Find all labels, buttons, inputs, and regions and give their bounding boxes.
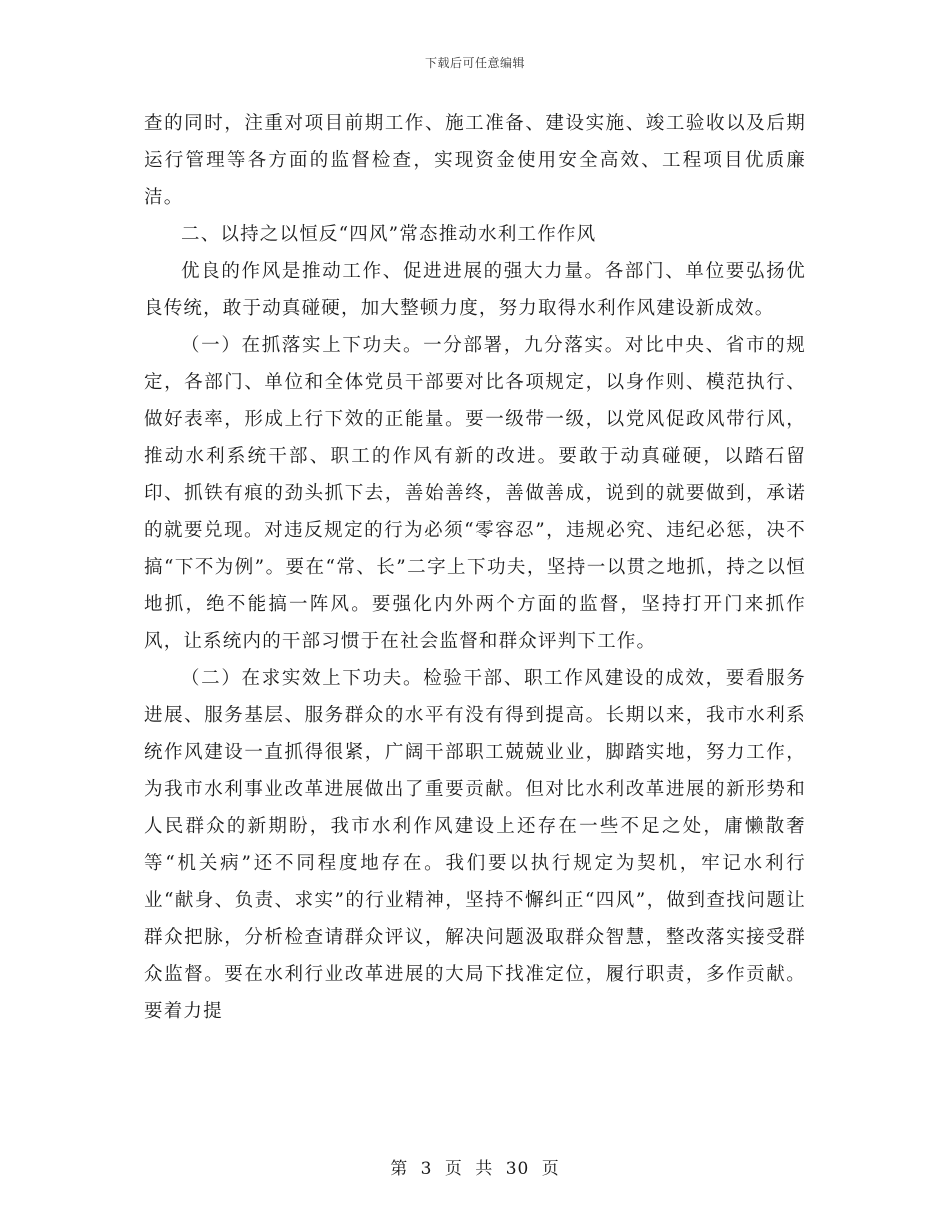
paragraph-item-two: （二）在求实效上下功夫。检验干部、职工作风建设的成效，要看服务进展、服务基层、服务群众的水平有没有得到提高。长期以来，我市水利系统作风建设一直抓得很紧，广阔干部职工兢兢业业，脚踏实地，努力工作，为我市水利事业改革进展做出了重要贡献。但对比水利改革进展的新形势和人民群众的新期盼，我市水利作风建设上还存在一些不足之处，庸懒散奢等“机关病”还不同程度地存在。我们要以执行规定为契机，牢记水利行业“献身、负责、求实”的行业精神，坚持不懈纠正“四风”，做到查找问题让群众把脉，分析检查请群众评议，解决问题汲取群众智慧，整改落实接受群众监督。要在水利行业改革进展的大局下找准定位，履行职责，多作贡献。要着力提	[144, 668, 806, 1022]
paragraph-item-one: （一）在抓落实上下功夫。一分部署，九分落实。对比中央、省市的规定，各部门、单位和全体党员干部要对比各项规定，以身作则、模范执行、做好表率，形成上行下效的正能量。要一级带一级，以党风促政风带行风，推动水利系统干部、职工的作风有新的改进。要敢于动真碰硬，以踏石留印、抓铁有痕的劲头抓下去，善始善终，善做善成，说到的就要做到，承诺的就要兑现。对违反规定的行为必须“零容忍”，违规必究、违纪必惩，决不搞“下不为例”。要在“常、长”二字上下功夫，坚持一以贯之地抓，持之以恒地抓，绝不能搞一阵风。要强化内外两个方面的监督，坚持打开门来抓作风，让系统内的干部习惯于在社会监督和群众评判下工作。	[144, 335, 806, 652]
page-header-note: 下载后可任意编辑	[424, 56, 525, 70]
paragraph-continuation: 查的同时，注重对项目前期工作、施工准备、建设实施、竣工验收以及后期运行管理等各方面的监督检查，实现资金使用安全高效、工程项目优质廉洁。	[144, 113, 806, 208]
section-heading: 二、以持之以恒反“四风”常态推动水利工作作风	[181, 224, 597, 245]
paragraph-intro: 优良的作风是推动工作、促进进展的强大力量。各部门、单位要弘扬优良传统，敢于动真碰硬，加大整顿力度，努力取得水利作风建设新成效。	[144, 261, 806, 319]
page-number-footer: 第 3 页 共 30 页	[390, 1159, 560, 1179]
document-body	[144, 105, 806, 1030]
